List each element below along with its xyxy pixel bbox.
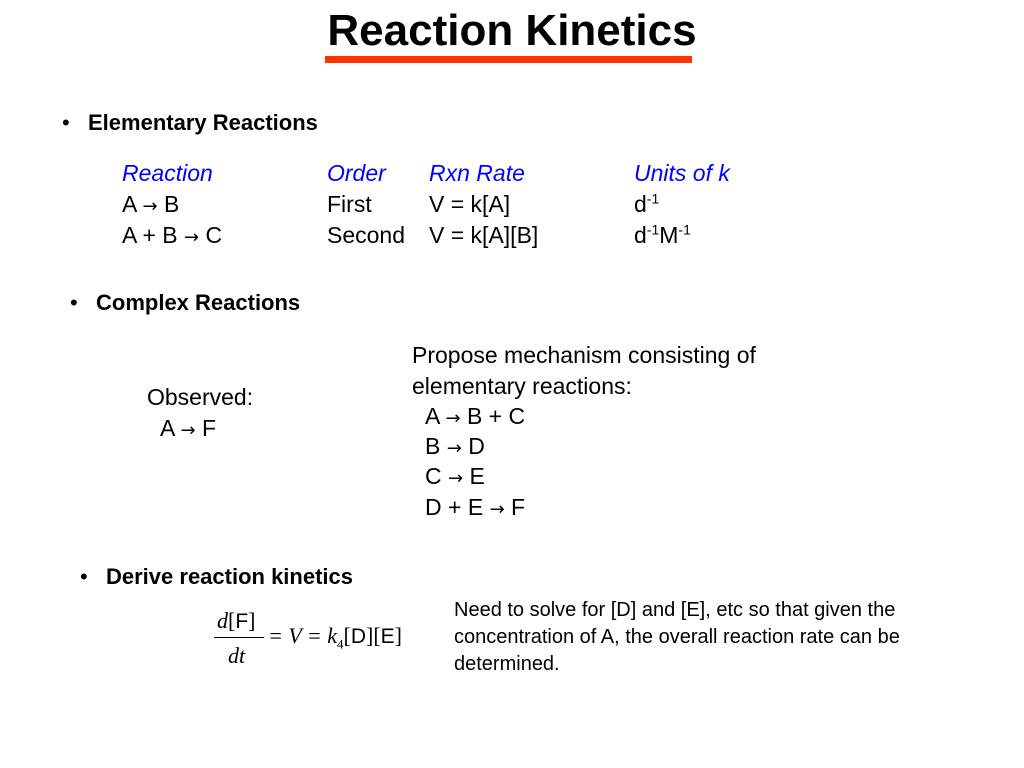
title-underline — [325, 56, 692, 63]
equation-denominator: dt — [228, 643, 246, 668]
bullet-dot-icon: • — [80, 564, 88, 589]
header-rate: Rxn Rate — [429, 160, 525, 186]
right-arrow-icon: → — [489, 499, 505, 520]
bullet-complex-reactions — [70, 290, 300, 316]
table-row-rate: V = k[A][B] — [429, 222, 539, 248]
page-title: Reaction Kinetics — [327, 6, 697, 55]
observed-reaction: A → F — [160, 415, 217, 441]
right-arrow-icon: → — [445, 408, 461, 429]
table-row-reaction: A → B — [122, 191, 180, 217]
bullet-label: Derive reaction kinetics — [106, 564, 354, 589]
header-units: Units of k — [634, 160, 730, 186]
right-arrow-icon: → — [446, 438, 462, 459]
equation-numerator: d[F] — [217, 608, 256, 633]
note-line-3: determined. — [454, 653, 560, 675]
bullet-label: Elementary Reactions — [88, 110, 318, 135]
mechanism-step: D + E → F — [425, 494, 526, 520]
right-arrow-icon: → — [142, 196, 158, 217]
equation-rhs: = $V = k_4[D][E]$ — [268, 623, 402, 652]
bullet-dot-icon: • — [62, 110, 70, 135]
bullet-elementary-reactions — [62, 110, 318, 136]
fraction-bar — [214, 637, 264, 638]
mechanism-step: A → B + C — [425, 403, 526, 429]
observed-label: Observed: — [147, 384, 254, 410]
table-row-order: First — [327, 191, 372, 217]
mechanism-step: B → D — [425, 433, 485, 459]
right-arrow-icon: → — [448, 468, 464, 489]
note-line-2: concentration of A, the overall reaction rate can be — [454, 626, 900, 648]
bullet-derive-kinetics — [80, 564, 353, 590]
table-row-units: $d^{-1}M^{-1}$ — [634, 221, 691, 248]
bullet-dot-icon: • — [70, 290, 78, 315]
propose-line-1: Propose mechanism consisting of — [412, 342, 756, 368]
header-order: Order — [327, 160, 386, 186]
table-row-rate: V = k[A] — [429, 191, 511, 217]
right-arrow-icon: → — [184, 227, 200, 248]
right-arrow-icon: → — [180, 420, 196, 441]
table-row-units: $d^{-1}$ — [634, 190, 660, 217]
header-reaction: Reaction — [122, 160, 213, 186]
table-row-reaction: A + B → C — [122, 222, 223, 248]
propose-line-2: elementary reactions: — [412, 373, 632, 399]
note-line-1: Need to solve for [D] and [E], etc so that given the — [454, 599, 896, 621]
table-row-order: Second — [327, 222, 406, 248]
bullet-label: Complex Reactions — [96, 290, 301, 315]
mechanism-step: C → E — [425, 463, 485, 489]
